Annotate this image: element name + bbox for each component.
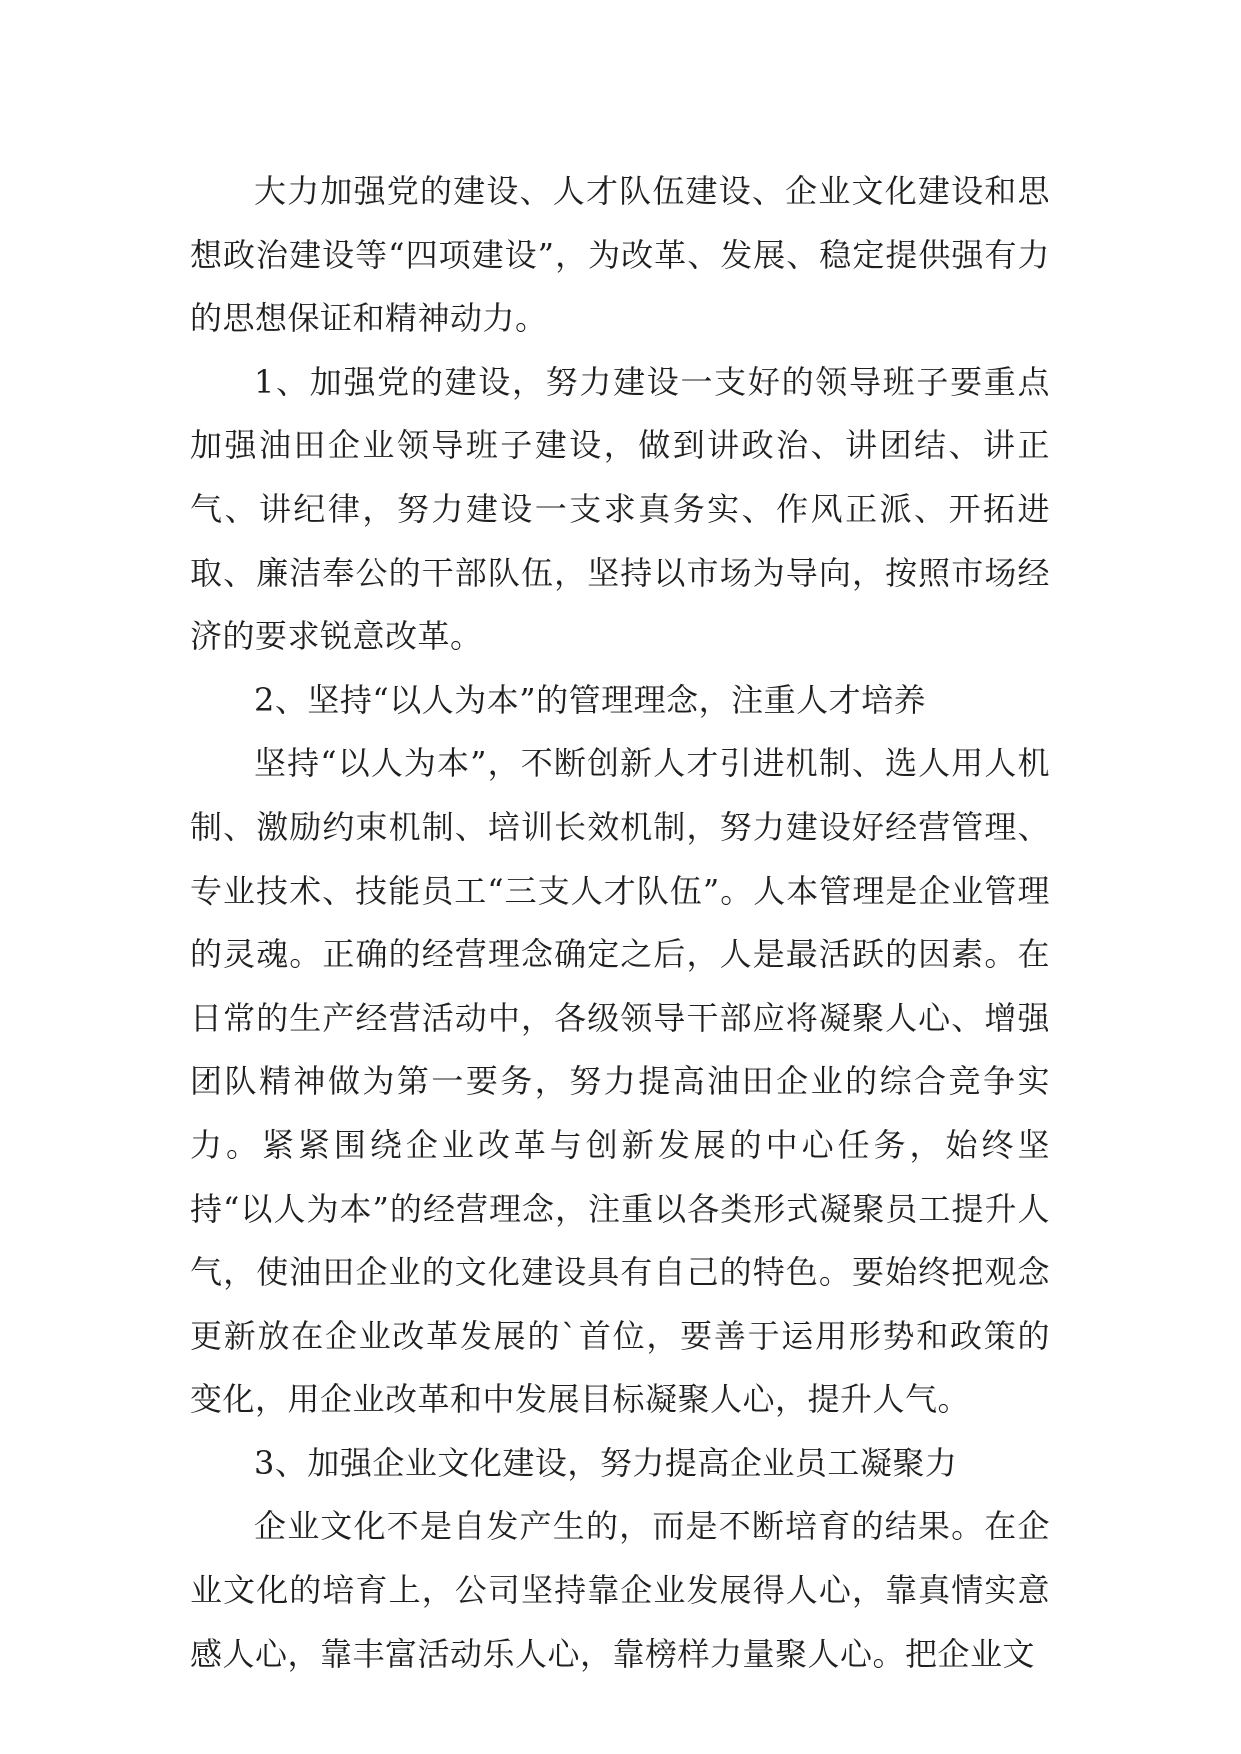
heading-people-oriented: 2、坚持“以人为本”的管理理念，注重人才培养	[254, 680, 927, 719]
paragraph-people-oriented: 坚持“以人为本”，不断创新人才引进机制、选人用人机制、激励约束机制、培训长效机制，努力建设好经营管理、专业技术、技能员工“三支人才队伍”。人本管理是企业管理的灵魂。正确的经营理念确定之后，人是最活跃的因素。在日常的生产经营活动中，各级领导干部应将凝聚人心、增强团队精神做为第一要务，努力提高油田企业的综合竞争实力。紧紧围绕企业改革与创新发展的中心任务，始终坚持“以人为本”的经营理念，注重以各类形式凝聚员工提升人气，使油田企业的文化建设具有自己的特色。要始终把观念更新放在企业改革发展的`首位，要善于运用形势和政策的变化，用企业改革和中发展目标凝聚人心，提升人气。	[190, 744, 1050, 1419]
paragraph-party-building: 1、加强党的建设，努力建设一支好的领导班子要重点加强油田企业领导班子建设，做到讲政治、讲团结、讲正气、讲纪律，努力建设一支求真务实、作风正派、开拓进取、廉洁奉公的干部队伍，坚持以市场为导向，按照市场经济的要求锐意改革。	[190, 362, 1050, 656]
paragraph-corporate-culture: 企业文化不是自发产生的，而是不断培育的结果。在企业文化的培育上，公司坚持靠企业发展得人心，靠真情实意感人心，靠丰富活动乐人心，靠榜样力量聚人心。把企业文	[190, 1507, 1050, 1673]
document-body	[190, 160, 1050, 1686]
paragraph-four-constructions: 大力加强党的建设、人才队伍建设、企业文化建设和思想政治建设等“四项建设”，为改革、发展、稳定提供强有力的思想保证和精神动力。	[190, 172, 1050, 338]
heading-corporate-culture: 3、加强企业文化建设，努力提高企业员工凝聚力	[254, 1443, 958, 1482]
